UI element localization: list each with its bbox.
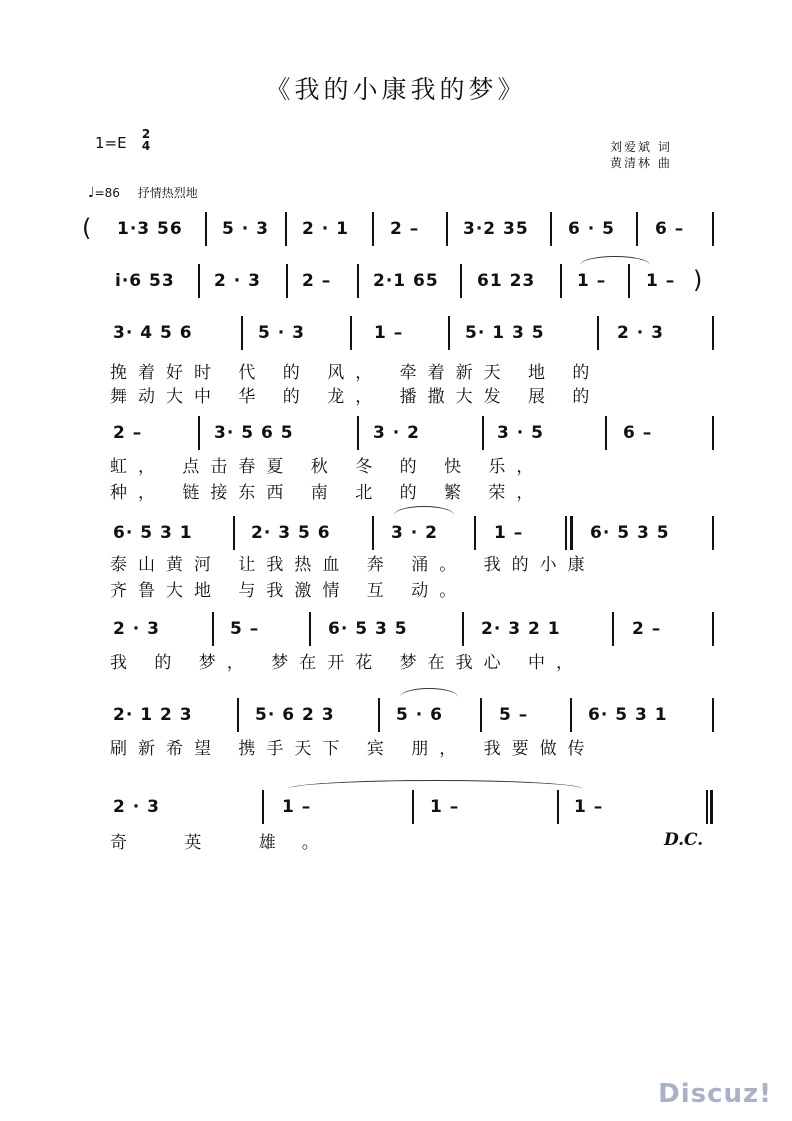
- measure: 3· 4 5 6: [113, 323, 193, 343]
- barline: [605, 416, 607, 450]
- barline: [474, 516, 476, 550]
- measure: i·6 53: [115, 271, 175, 291]
- final-barline-thick: [710, 790, 713, 824]
- measure: 3 · 5: [497, 423, 544, 443]
- measure: 2 · 3: [617, 323, 664, 343]
- staff-row-2: [0, 264, 792, 324]
- measure: 6· 5 3 1: [113, 523, 193, 543]
- barline: [241, 316, 243, 350]
- measure: 3·2 35: [463, 219, 529, 239]
- barline: [462, 612, 464, 646]
- close-paren: ): [693, 266, 703, 294]
- barline: [597, 316, 599, 350]
- measure: 6· 5 3 1: [588, 705, 668, 725]
- lyric-verse-1: 奇 英 雄。: [110, 833, 345, 853]
- composer: 黄清林 曲: [610, 156, 672, 170]
- staff-row-3: [0, 316, 792, 407]
- measure: 5 · 3: [222, 219, 269, 239]
- barline: [412, 790, 414, 824]
- measure: 3 · 2: [391, 523, 438, 543]
- measure: 2 –: [632, 619, 662, 639]
- measure: 2·1 65: [373, 271, 439, 291]
- barline: [712, 698, 714, 732]
- measure: 2· 3 5 6: [251, 523, 331, 543]
- quarter-note-icon: ♩: [88, 185, 95, 201]
- lyric-verse-1: 泰山黄河 让我热血 奔 涌。 我的小康: [110, 555, 596, 575]
- lyricist: 刘爱斌 词: [610, 140, 672, 154]
- open-paren: (: [82, 214, 92, 242]
- slur: [400, 688, 458, 697]
- barline: [285, 212, 287, 246]
- staff-row-5: [0, 516, 792, 601]
- barline: [309, 612, 311, 646]
- measure: 6 –: [655, 219, 685, 239]
- watermark: Discuz!: [658, 1079, 772, 1109]
- measure: 5 · 3: [258, 323, 305, 343]
- measure: 1·3 56: [117, 219, 183, 239]
- tie-slur: [288, 780, 583, 789]
- barline: [636, 212, 638, 246]
- measure: 5 –: [230, 619, 260, 639]
- measure: 1 –: [374, 323, 404, 343]
- barline: [198, 416, 200, 450]
- barline: [357, 264, 359, 298]
- barline: [446, 212, 448, 246]
- barline: [712, 316, 714, 350]
- barline: [237, 698, 239, 732]
- measure: 5· 1 3 5: [465, 323, 545, 343]
- repeat-barline: [565, 516, 567, 550]
- lyric-verse-2: 舞动大中 华 的 龙， 播撒大发 展 的: [110, 387, 601, 407]
- lyric-verse-1: 我 的 梦， 梦在开花 梦在我心 中，: [110, 653, 585, 673]
- da-capo-marking: D.C.: [664, 830, 704, 850]
- barline: [557, 790, 559, 824]
- barline: [198, 264, 200, 298]
- barline: [460, 264, 462, 298]
- measure: 6· 5 3 5: [328, 619, 408, 639]
- barline: [712, 612, 714, 646]
- barline: [712, 516, 714, 550]
- key-signature: 1=E: [95, 134, 127, 152]
- barline: [372, 212, 374, 246]
- measure: 1 –: [494, 523, 524, 543]
- measure: 2 · 3: [113, 619, 160, 639]
- lyric-verse-2: 齐鲁大地 与我激情 互 动。: [110, 581, 468, 601]
- measure: 1 –: [430, 797, 460, 817]
- staff-row-6: [0, 612, 792, 672]
- lyric-verse-1: 刷新希望 携手天下 宾 朋， 我要做传: [110, 739, 596, 759]
- lyric-verse-1: 虹， 点击春夏 秋 冬 的 快 乐，: [110, 457, 545, 477]
- staff-row-1: [0, 212, 792, 272]
- barline: [372, 516, 374, 550]
- measure: 3· 5 6 5: [214, 423, 294, 443]
- barline: [205, 212, 207, 246]
- measure: 61 23: [477, 271, 536, 291]
- barline: [560, 264, 562, 298]
- barline: [448, 316, 450, 350]
- tempo-value: =86: [94, 186, 120, 200]
- barline: [550, 212, 552, 246]
- time-signature-bottom: 4: [141, 139, 151, 153]
- time-signature: [140, 128, 152, 152]
- staff-row-7: [0, 698, 792, 758]
- lyric-verse-1: 挽着好时 代 的 风， 牵着新天 地 的: [110, 363, 601, 383]
- expression-text: 抒情热烈地: [137, 186, 198, 200]
- measure: 6 · 5: [568, 219, 615, 239]
- measure: 1 –: [574, 797, 604, 817]
- barline: [628, 264, 630, 298]
- measure: 5· 6 2 3: [255, 705, 335, 725]
- measure: 2 –: [302, 271, 332, 291]
- measure: 5 –: [499, 705, 529, 725]
- time-signature-top: 2: [141, 127, 151, 141]
- barline: [712, 212, 714, 246]
- barline: [233, 516, 235, 550]
- barline: [357, 416, 359, 450]
- tempo-marking: [88, 184, 198, 201]
- staff-row-8: [0, 790, 792, 853]
- barline: [712, 416, 714, 450]
- barline: [378, 698, 380, 732]
- measure: 1 –: [577, 271, 607, 291]
- barline: [262, 790, 264, 824]
- measure: 3 · 2: [373, 423, 420, 443]
- measure: 5 · 6: [396, 705, 443, 725]
- barline: [212, 612, 214, 646]
- song-title: 《我的小康我的梦》: [265, 75, 527, 104]
- measure: 2 –: [113, 423, 143, 443]
- measure: 2 · 1: [302, 219, 349, 239]
- barline: [350, 316, 352, 350]
- repeat-barline-thick: [570, 516, 573, 550]
- barline: [482, 416, 484, 450]
- barline: [570, 698, 572, 732]
- measure: 2 · 3: [113, 797, 160, 817]
- barline: [480, 698, 482, 732]
- final-barline-thin: [706, 790, 708, 824]
- measure: 1 –: [282, 797, 312, 817]
- measure: 2 · 3: [214, 271, 261, 291]
- measure: 6· 5 3 5: [590, 523, 670, 543]
- slur: [394, 506, 454, 515]
- barline: [612, 612, 614, 646]
- barline: [286, 264, 288, 298]
- measure: 2· 1 2 3: [113, 705, 193, 725]
- staff-row-4: [0, 416, 792, 503]
- measure: 6 –: [623, 423, 653, 443]
- measure: 2· 3 2 1: [481, 619, 561, 639]
- measure: 2 –: [390, 219, 420, 239]
- lyric-verse-2: 种， 链接东西 南 北 的 繁 荣，: [110, 483, 545, 503]
- measure: 1 –: [646, 271, 676, 291]
